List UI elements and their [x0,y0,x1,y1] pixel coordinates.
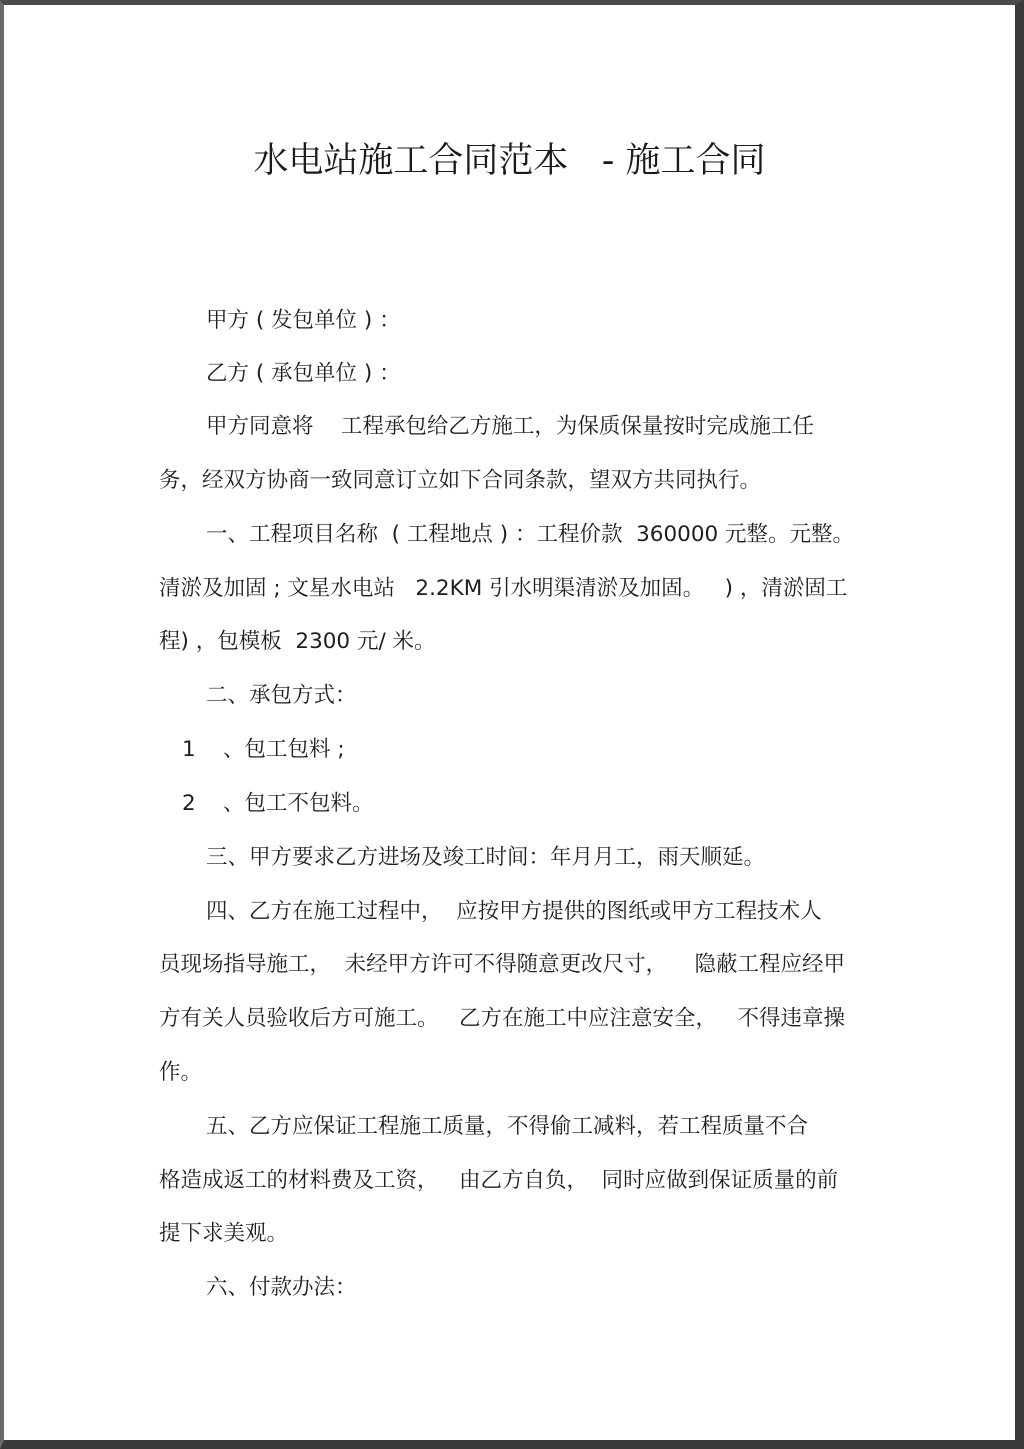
clause-1-line-3: 程) ，包模板 2300 元/ 米。 [159,629,436,654]
clause-5-line-3: 提下求美观。 [159,1221,289,1246]
clause-5-line-1: 五、乙方应保证工程施工质量，不得偷工减料，若工程质量不合 [206,1114,809,1139]
party-a-line: 甲方 ( 发包单位 ) ： [206,308,401,333]
clause-2-item-2: 2 、包工不包料。 [182,791,374,816]
clause-4-line-4: 作。 [159,1060,203,1085]
clause-2-heading: 二、承包方式： [206,683,357,708]
clause-6-heading: 六、付款办法： [206,1275,357,1300]
clause-3-line: 三、甲方要求乙方进场及竣工时间：年月月工，雨天顺延。 [206,845,766,870]
preamble-line-2: 务，经双方协商一致同意订立如下合同条款，望双方共同执行。 [159,468,762,493]
preamble-line-1: 甲方同意将 工程承包给乙方施工，为保质保量按时完成施工任 [206,414,814,439]
clause-2-item-1: 1 、包工包料 ; [182,737,345,762]
clause-1-line-2: 清淤及加固 ; 文星水电站 2.2KM 引水明渠清淤及加固。 ) ，清淤固工 [159,576,848,601]
document-title: 水电站施工合同范本 - 施工合同 [253,141,766,181]
clause-5-line-2: 格造成返工的材料费及工资， 由乙方自负， 同时应做到保证质量的前 [159,1168,839,1193]
party-b-line: 乙方 ( 承包单位 ) ： [206,361,401,386]
clause-4-line-1: 四、乙方在施工过程中， 应按甲方提供的图纸或甲方工程技术人 [206,899,822,924]
clause-1-line-1: 一、工程项目名称 ( 工程地点 ) ：工程价款 360000 元整。元整。 [206,522,855,547]
clause-4-line-2: 员现场指导施工， 未经甲方许可不得随意更改尺寸， 隐蔽工程应经甲 [159,952,846,977]
clause-4-line-3: 方有关人员验收后方可施工。 乙方在施工中应注意安全， 不得违章操 [159,1006,846,1031]
